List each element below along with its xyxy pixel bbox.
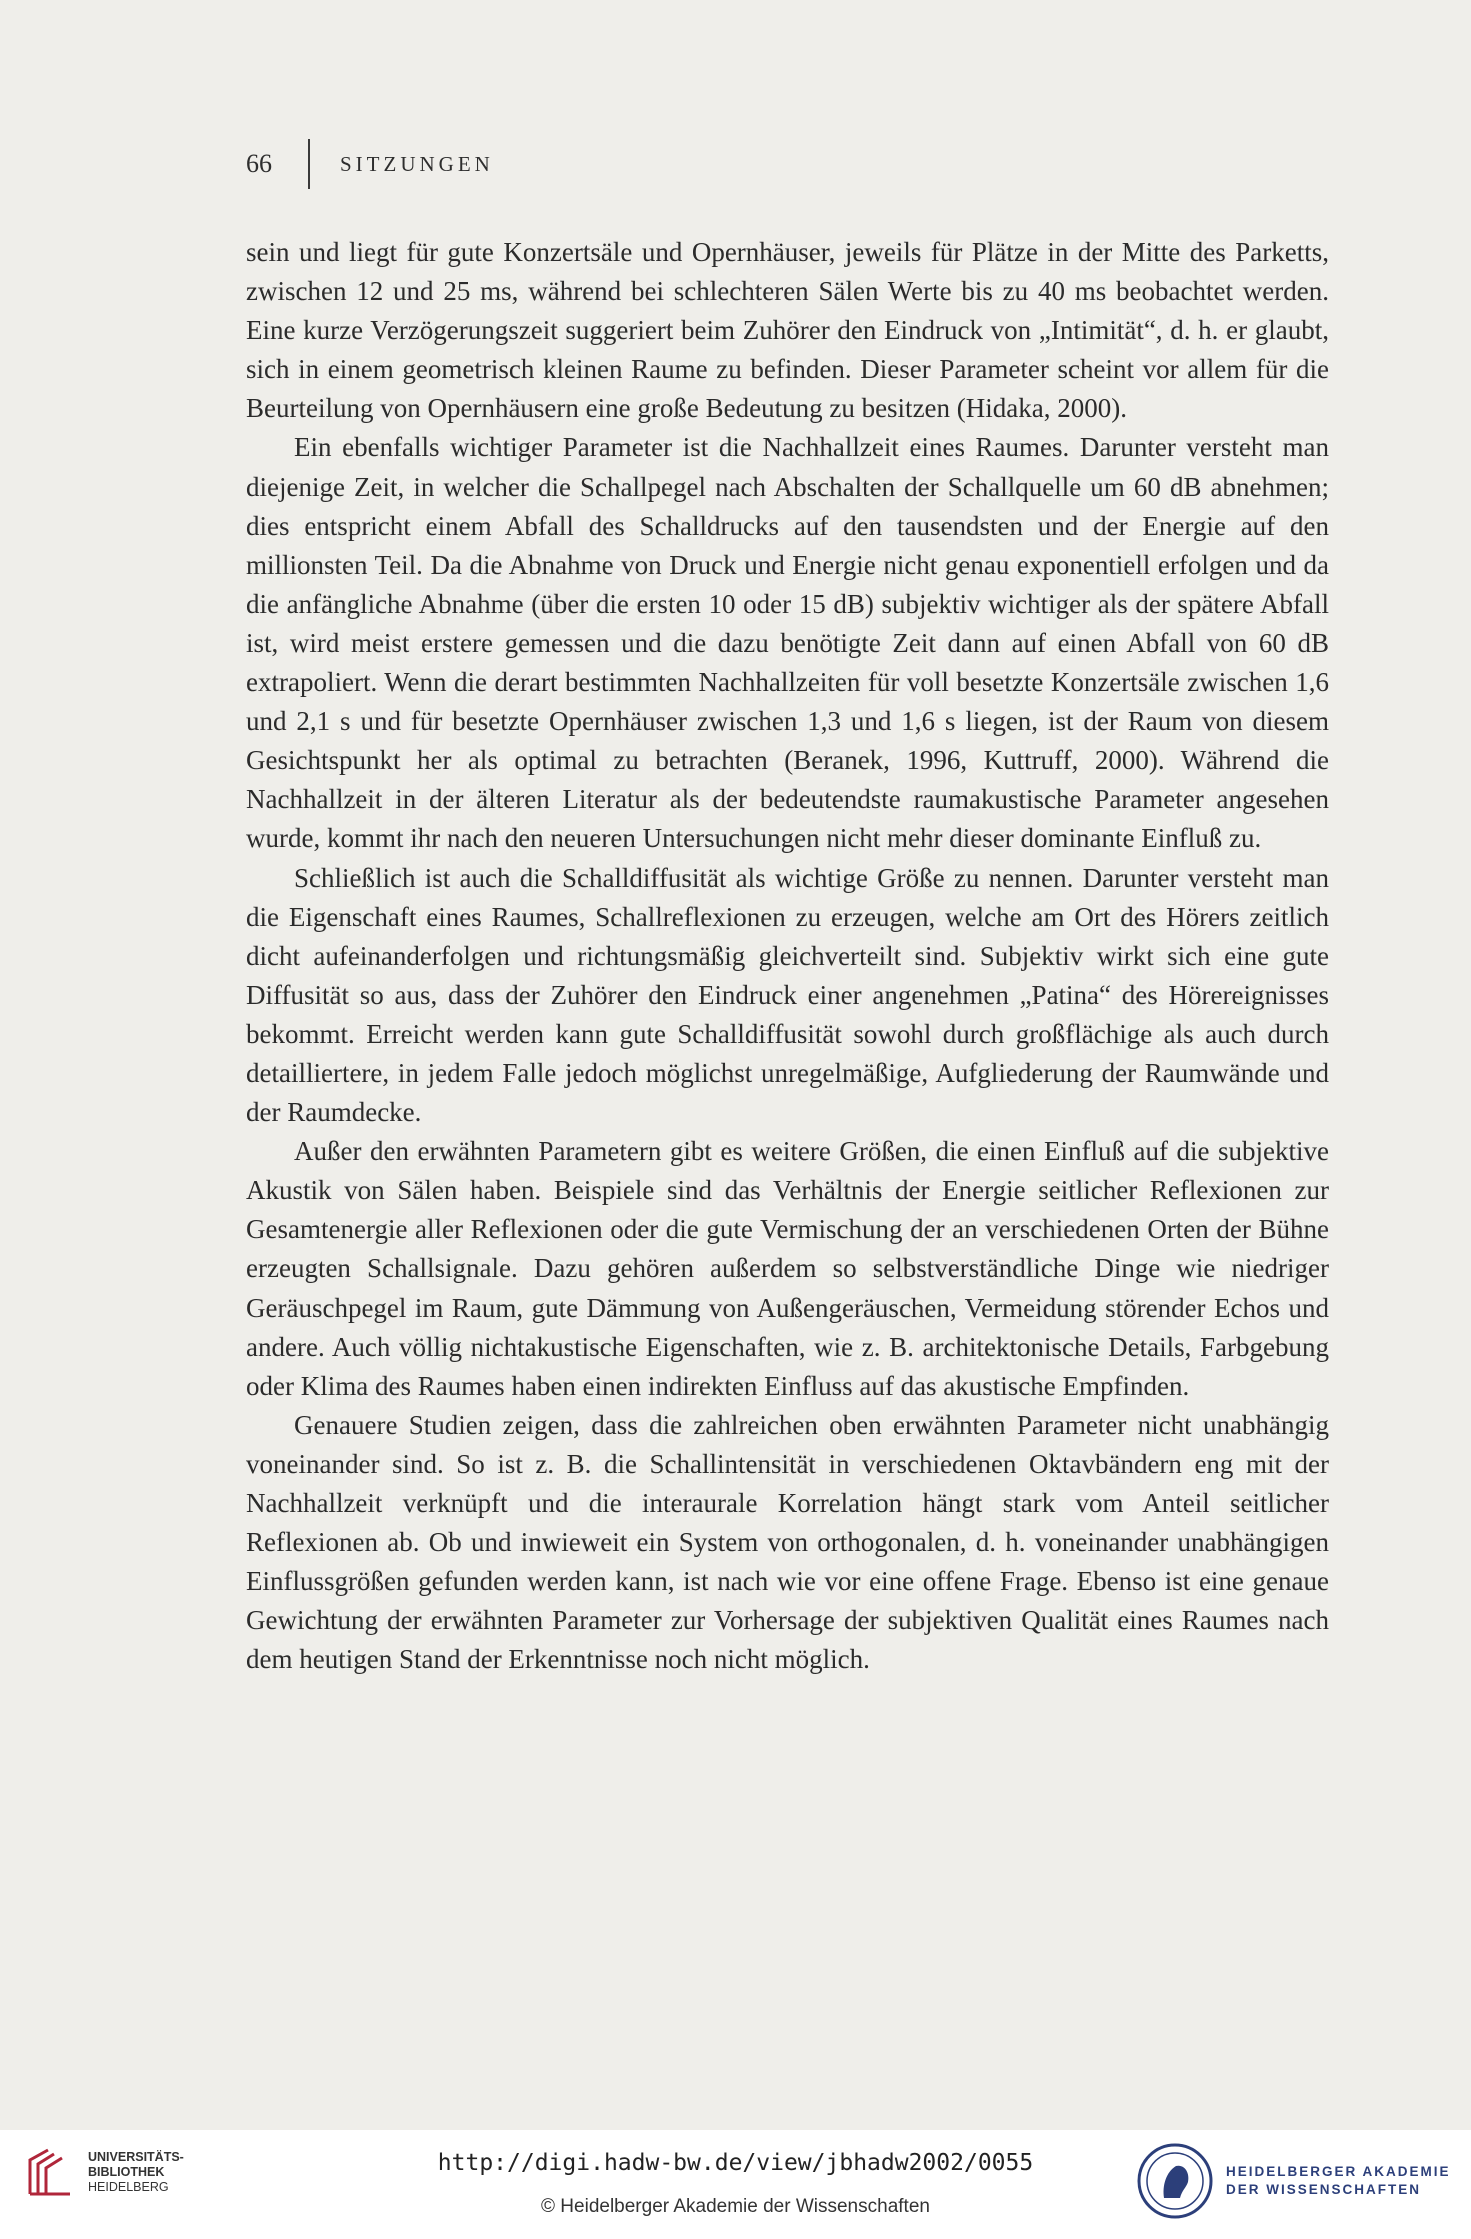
paragraph-1: sein und liegt für gute Konzertsäle und Opernhäuser, jeweils für Plätze in der Mitte des Parketts, zwischen 12 und 25 ms, während bei schlechteren Sälen Werte bis zu 40 ms beobachtet werden. Eine kurze Verzögerungszeit suggeriert beim Zuhörer den Eindruck von „Intimität“, d. h. er glaubt, sich in einem geometrisch kleinen Raume zu befinden. Dieser Parameter scheint vor allem für die Beurteilung von Opernhäusern eine große Bedeutung zu besitzen (Hidaka, 2000). — [246, 237, 1329, 424]
viewer-footer — [0, 2130, 1471, 2239]
ub-logo-line-3: HEIDELBERG — [88, 2179, 169, 2194]
academy-seal-icon — [1136, 2142, 1214, 2220]
ub-logo-line-1: UNIVERSITÄTS- — [88, 2149, 184, 2164]
paragraph-2: Ein ebenfalls wichtiger Parameter ist die Nachhallzeit eines Raumes. Darunter versteht man diejenige Zeit, in welcher die Schallpegel nach Abschalten der Schallquelle um 60 dB abnehmen; dies entspricht einem Abfall des Schalldrucks auf den tausendsten und der Energie auf den millionsten Teil. Da die Abnahme von Druck und Energie nicht genau exponentiell erfolgen und da die anfängliche Abnahme (über die ersten 10 oder 15 dB) subjektiv wichtiger als der spätere Abfall ist, wird meist erstere gemessen und die dazu benötigte Zeit dann auf einen Abfall von 60 dB extrapoliert. Wenn die derart bestimmten Nachhallzeiten für voll besetzte Konzertsäle zwischen 1,6 und 2,1 s und für besetzte Opernhäuser zwischen 1,3 und 1,6 s liegen, ist der Raum von diesem Gesichtspunkt her als optimal zu betrachten (Beranek, 1996, Kuttruff, 2000). Während die Nachhallzeit in der älteren Literatur als der bedeutendste raumakustische Parameter angesehen wurde, kommt ihr nach den neueren Untersuchungen nicht mehr dieser dominante Einfluß zu. — [246, 432, 1329, 854]
page-header — [246, 142, 494, 186]
academy-logo[interactable] — [1136, 2142, 1451, 2220]
paragraph-4: Außer den erwähnten Parametern gibt es weitere Größen, die einen Einfluß auf die subjektive Akustik von Sälen haben. Beispiele sind das Verhältnis der Energie seitlicher Reflexionen zur Gesamtenergie aller Reflexionen oder die gute Vermischung der an verschiedenen Orten der Bühne erzeugten Schallsignale. Dazu gehören außerdem so selbstverständliche Dinge wie niedriger Geräuschpegel im Raum, gute Dämmung von Außengeräuschen, Vermeidung störender Echos und andere. Auch völlig nichtakustische Eigenschaften, wie z. B. architektonische Details, Farbgebung oder Klima des Raumes haben einen indirekten Einfluss auf das akustische Empfinden. — [246, 1136, 1329, 1401]
academy-logo-line-1: HEIDELBERGER AKADEMIE — [1226, 2164, 1451, 2179]
body-text — [246, 233, 1329, 1679]
permalink-url[interactable]: http://digi.hadw-bw.de/view/jbhadw2002/0055 — [437, 2150, 1034, 2176]
paragraph-5: Genauere Studien zeigen, dass die zahlreichen oben erwähnten Parameter nicht unabhängig voneinander sind. So ist z. B. die Schallintensität in verschiedenen Oktavbändern eng mit der Nachhallzeit verknüpft und die interaurale Korrelation hängt stark vom Anteil seitlicher Reflexionen ab. Ob und inwieweit ein System von orthogonalen, d. h. voneinander unabhängigen Einflussgrößen gefunden werden kann, ist nach wie vor eine offene Frage. Ebenso ist eine genaue Gewichtung der erwähnten Parameter zur Vorhersage der subjektiven Qualität eines Raumes nach dem heutigen Stand der Erkenntnisse noch nicht möglich. — [246, 1409, 1329, 1675]
copyright-notice: © Heidelberger Akademie der Wissenschaften — [541, 2196, 930, 2217]
header-divider — [308, 139, 310, 189]
ub-logo-line-2: BIBLIOTHEK — [88, 2164, 165, 2179]
academy-logo-line-2: DER WISSENSCHAFTEN — [1226, 2182, 1422, 2197]
paragraph-3: Schließlich ist auch die Schalldiffusität als wichtige Größe zu nennen. Darunter versteht man die Eigenschaft eines Raumes, Schallreflexionen zu erzeugen, welche am Ort des Hörers zeitlich dicht aufeinanderfolgen und richtungsmäßig gleichverteilt sind. Subjektiv wirkt sich eine gute Diffusität so aus, dass der Zuhörer den Eindruck einer angenehmen „Patina“ des Hörereignisses bekommt. Erreicht werden kann gute Schalldiffusität sowohl durch großflächige als auch durch detailliertere, in jedem Falle jedoch möglichst unregelmäßige, Aufgliederung der Raumwände und der Raumdecke. — [246, 862, 1329, 1128]
running-title: SITZUNGEN — [340, 151, 494, 176]
page-number: 66 — [246, 149, 272, 178]
